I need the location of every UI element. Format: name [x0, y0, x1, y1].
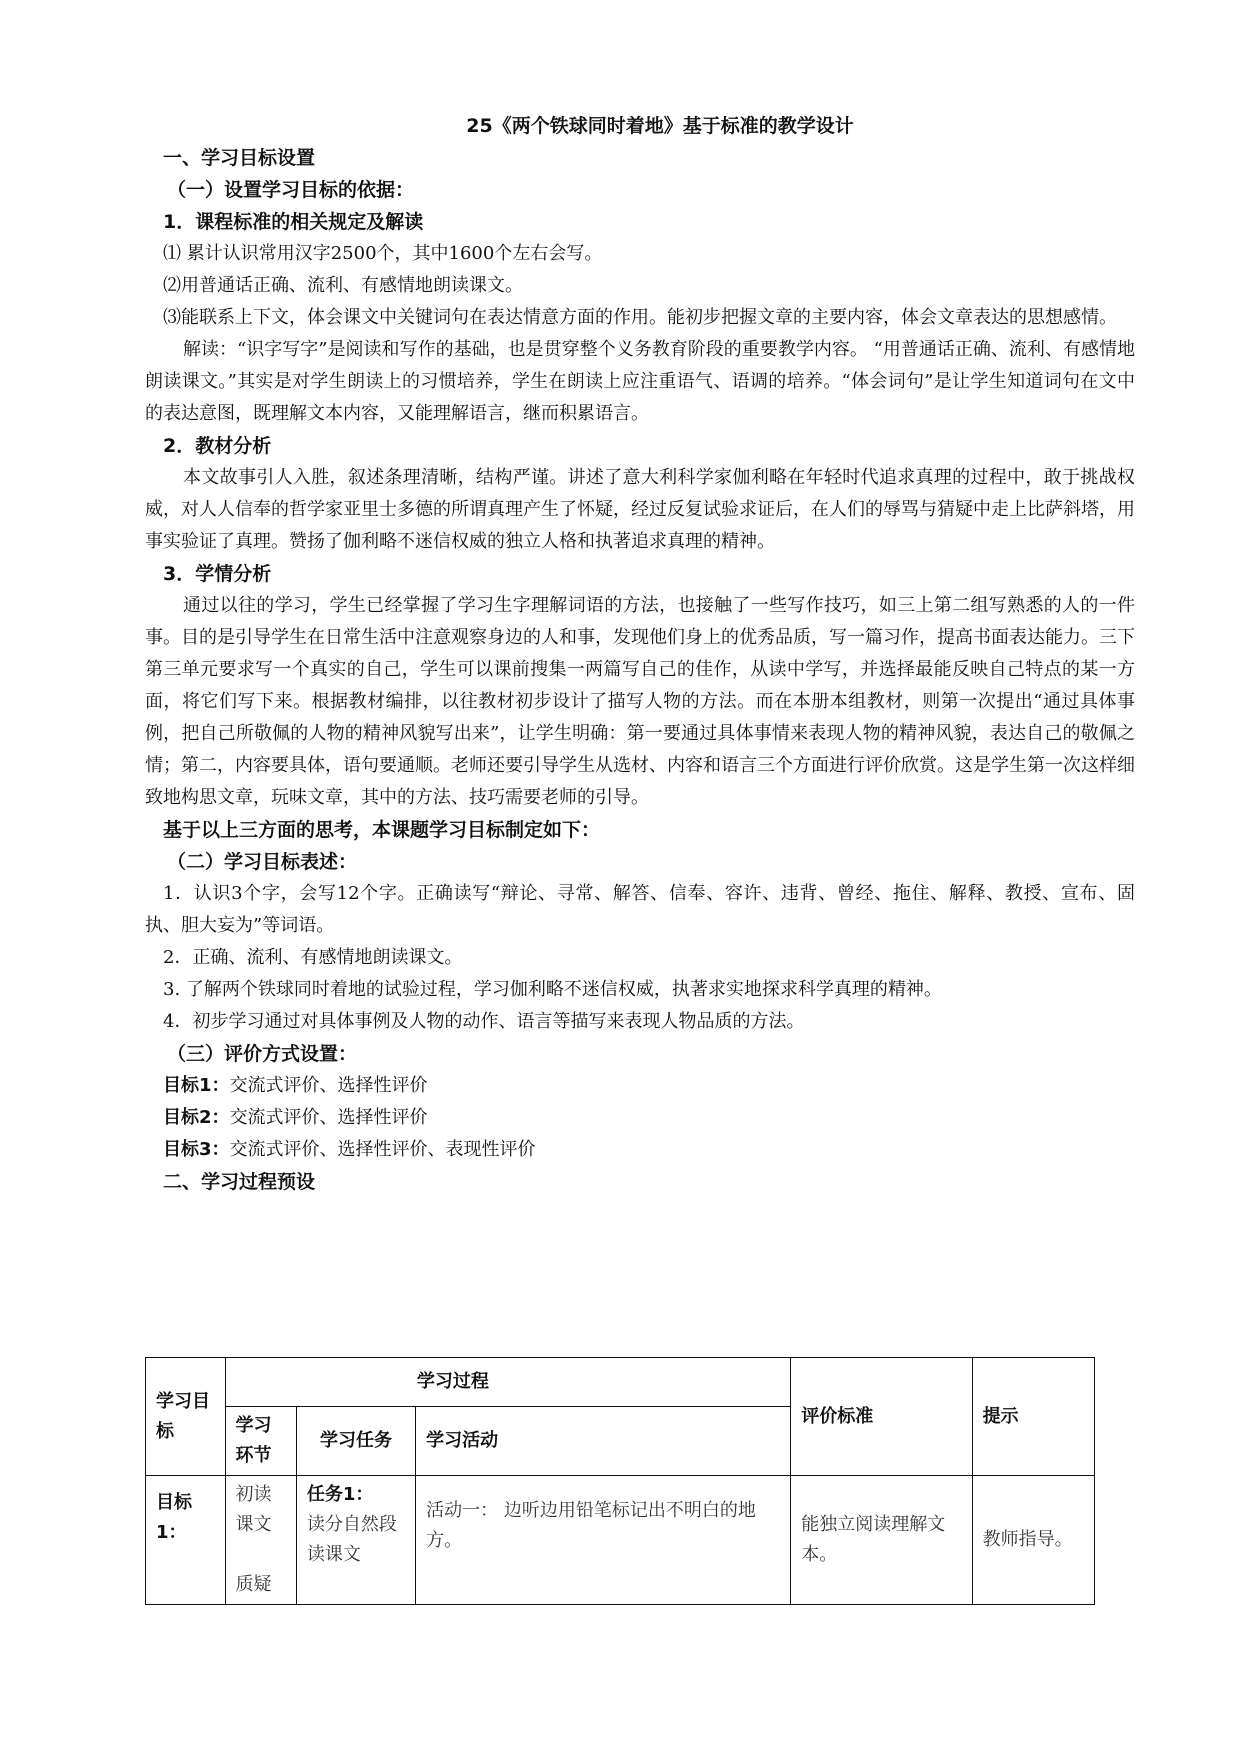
heading-student-analysis: 3．学情分析 [163, 563, 272, 585]
header-learning-step: 学习环节 [225, 1407, 296, 1476]
evaluation-goal-3 [145, 1134, 1135, 1166]
evaluation-goal-label: 目标3： [163, 1139, 230, 1160]
header-learning-task: 学习任务 [296, 1407, 415, 1476]
subheading-basis: （一）设置学习目标的依据： [167, 179, 415, 201]
basis-statement: 基于以上三方面的思考，本课题学习目标制定如下： [163, 819, 601, 841]
learning-process-table [145, 1357, 1095, 1605]
evaluation-goal-1 [145, 1070, 1135, 1102]
evaluation-goal-label: 目标1： [163, 1075, 230, 1096]
standard-item-1: ⑴ 累计认识常用汉字2500个，其中1600个左右会写。 [163, 243, 603, 264]
section-heading-goals: 一、学习目标设置 [163, 147, 316, 169]
heading-curriculum-standard: 1．课程标准的相关规定及解读 [163, 211, 424, 233]
section-heading-process: 二、学习过程预设 [163, 1171, 316, 1193]
interpretation-paragraph: 解读：“识字写字”是阅读和写作的基础，也是贯穿整个义务教育阶段的重要教学内容。 “用普通话正确、流利、有感情地朗读课文。”其实是对学生朗读上的习惯培养，学生在朗读上应注重语气、语调的培养。“体会词句”是让学生知道词句在文中的表达意图，既理解文本内容，又能理解语言，继而积累语言。 [145, 339, 1135, 424]
row-task [296, 1476, 415, 1605]
evaluation-goal-label: 目标2： [163, 1107, 230, 1128]
standard-item-3: ⑶能联系上下文，体会课文中关键词句在表达情意方面的作用。能初步把握文章的主要内容，体会文章表达的思想感情。 [163, 307, 1117, 328]
row-task-label: 任务1： [306, 1484, 374, 1505]
header-learning-process: 学习过程 [225, 1358, 791, 1407]
evaluation-goal-text: 交流式评价、选择性评价 [229, 1107, 428, 1128]
material-analysis-paragraph: 本文故事引人入胜，叙述条理清晰，结构严谨。讲述了意大利科学家伽利略在年轻时代追求真理的过程中，敢于挑战权威，对人人信奉的哲学家亚里士多德的所谓真理产生了怀疑，经过反复试验求证后，在人们的辱骂与猜疑中走上比萨斜塔，用事实验证了真理。赞扬了伽利略不迷信权威的独立人格和执著追求真理的精神。 [145, 467, 1135, 552]
evaluation-goal-text: 交流式评价、选择性评价 [229, 1075, 428, 1096]
row-activity: 活动一： 边听边用铅笔标记出不明白的地方。 [416, 1476, 791, 1605]
objective-3: 3. 了解两个铁球同时着地的试验过程，学习伽利略不迷信权威，执著求实地探求科学真理的精神。 [163, 979, 942, 1000]
objective-4: 4．初步学习通过对具体事例及人物的动作、语言等描写来表现人物品质的方法。 [163, 1011, 805, 1032]
row-step [225, 1476, 296, 1605]
row-task-text: 读分自然段读课文 [306, 1514, 397, 1565]
header-learning-goal: 学习目标 [146, 1358, 226, 1476]
header-tip: 提示 [972, 1358, 1094, 1476]
subheading-objectives: （二）学习目标表述： [167, 851, 358, 873]
evaluation-goal-2 [145, 1102, 1135, 1134]
objective-2: 2．正确、流利、有感情地朗读课文。 [163, 947, 463, 968]
row-step-b: 质疑 [235, 1574, 272, 1595]
evaluation-goal-text: 交流式评价、选择性评价、表现性评价 [229, 1139, 536, 1160]
header-evaluation-standard: 评价标准 [791, 1358, 972, 1476]
row-goal: 目标1： [146, 1476, 226, 1605]
student-analysis-paragraph: 通过以往的学习，学生已经掌握了学习生字理解词语的方法，也接触了一些写作技巧，如三上第二组写熟悉的人的一件事。目的是引导学生在日常生活中注意观察身边的人和事，发现他们身上的优秀品质，写一篇习作，提高书面表达能力。三下第三单元要求写一个真实的自己，学生可以课前搜集一两篇写自己的佳作，从读中学写，并选择最能反映自己特点的某一方面，将它们写下来。根据教材编排，以往教材初步设计了描写人物的方法。而在本册本组教材，则第一次提出“通过具体事例，把自己所敬佩的人物的精神风貌写出来”，让学生明确：第一要通过具体事情来表现人物的精神风貌，表达自己的敬佩之情；第二，内容要具体，语句要通顺。老师还要引导学生从选材、内容和语言三个方面进行评价欣赏。这是学生第一次这样细致地构思文章，玩味文章，其中的方法、技巧需要老师的引导。 [145, 595, 1135, 808]
row-evaluation-standard: 能独立阅读理解文本。 [791, 1476, 972, 1605]
standard-item-2: ⑵用普通话正确、流利、有感情地朗读课文。 [163, 275, 523, 296]
heading-material-analysis: 2．教材分析 [163, 435, 272, 457]
document-title: 25《两个铁球同时着地》基于标准的教学设计 [466, 115, 854, 137]
table-row [146, 1476, 1095, 1605]
table-header-row [146, 1358, 1095, 1407]
subheading-evaluation: （三）评价方式设置： [167, 1043, 358, 1065]
row-step-a: 初读课文 [235, 1484, 272, 1535]
row-tip: 教师指导。 [972, 1476, 1094, 1605]
document-body [145, 110, 1135, 1198]
objective-1: 1．认识3个字，会写12个字。正确读写“辩论、寻常、解答、信奉、容许、违背、曾经、拖住、解释、教授、宣布、固执、胆大妄为”等词语。 [145, 883, 1135, 936]
header-learning-activity: 学习活动 [416, 1407, 791, 1476]
